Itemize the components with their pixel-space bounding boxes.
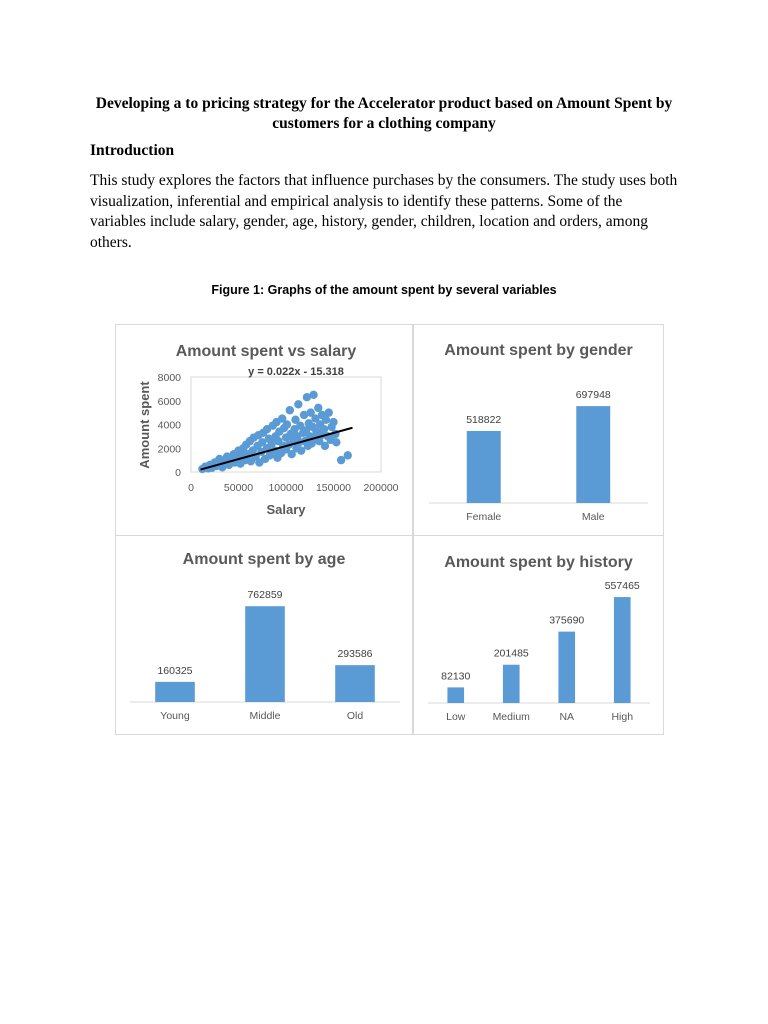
section-heading: Introduction [90, 142, 175, 159]
intro-paragraph: This study explores the factors that influence purchases by the consumers. The study uses both visualization, inferential and empirical analysis to identify these patterns. Some of the variables include salary, gender, age, history, gender, children, location and orders, among others. [90, 172, 678, 251]
chart-title: Amount spent vs salary [175, 343, 357, 360]
bar-high [614, 597, 631, 703]
scatter-point [320, 425, 328, 433]
category-label-medium: Medium [492, 711, 530, 723]
bar-na [558, 632, 575, 703]
x-tick-label: 200000 [363, 482, 399, 494]
x-tick-label: 150000 [315, 482, 352, 494]
scatter-point [314, 404, 322, 412]
scatter-point [294, 400, 302, 408]
category-label-female: Female [466, 511, 502, 523]
scatter-chart-salary [116, 325, 412, 535]
data-label-low: 82130 [441, 670, 471, 683]
bar-chart-age [116, 536, 412, 734]
scatter-point [332, 438, 340, 446]
category-label-male: Male [581, 511, 605, 523]
chart-title: Amount spent by history [444, 554, 633, 571]
chart-panel-history [413, 535, 664, 735]
chart-panel-salary [115, 324, 413, 536]
data-label-female: 518822 [466, 413, 502, 426]
category-label-na: NA [559, 711, 575, 723]
bar-young [155, 682, 195, 702]
category-label-low: Low [446, 711, 466, 723]
scatter-point [325, 408, 333, 416]
chart-panel-gender [413, 324, 664, 536]
category-label-young: Young [160, 710, 190, 722]
x-tick-label: 50000 [223, 482, 254, 494]
scatter-point [283, 420, 291, 428]
bar-middle [245, 606, 285, 702]
figure-caption: Figure 1: Graphs of the amount spent by several variables [211, 283, 557, 297]
data-label-old: 293586 [337, 648, 373, 661]
y-tick-label: 2000 [157, 443, 181, 456]
y-tick-label: 4000 [157, 419, 181, 432]
bar-male [576, 406, 610, 503]
chart-title: Amount spent by gender [444, 342, 633, 359]
data-label-middle: 762859 [247, 589, 283, 602]
y-tick-label: 0 [175, 467, 181, 479]
chart-title: Amount spent by age [182, 551, 346, 568]
data-label-high: 557465 [604, 580, 640, 593]
scatter-point [344, 451, 352, 459]
chart-panel-age [115, 535, 413, 735]
data-label-na: 375690 [549, 614, 585, 627]
data-label-medium: 201485 [493, 647, 529, 660]
bar-medium [503, 665, 520, 703]
x-tick-label: 100000 [268, 482, 304, 494]
data-label-young: 160325 [157, 664, 193, 677]
data-label-male: 697948 [575, 389, 611, 402]
category-label-old: Old [346, 710, 364, 722]
scatter-point [329, 418, 337, 426]
bar-chart-history [414, 536, 663, 734]
bar-low [447, 687, 464, 703]
category-label-middle: Middle [249, 710, 281, 722]
scatter-point [309, 391, 317, 399]
bar-chart-gender [414, 325, 663, 535]
y-axis-title: Amount spent [137, 381, 152, 469]
scatter-point [286, 406, 294, 414]
bar-female [467, 431, 501, 503]
x-tick-label: 0 [188, 482, 194, 494]
y-tick-label: 8000 [157, 372, 181, 384]
y-tick-label: 6000 [157, 395, 181, 408]
trendline-equation: y = 0.022x - 15.318 [248, 366, 344, 378]
document-title: Developing a to pricing strategy for the Accelerator product based on Amount Spent by customers for a clothing company [95, 95, 673, 132]
x-axis-title: Salary [266, 502, 306, 517]
category-label-high: High [611, 711, 634, 723]
bar-old [335, 665, 375, 702]
